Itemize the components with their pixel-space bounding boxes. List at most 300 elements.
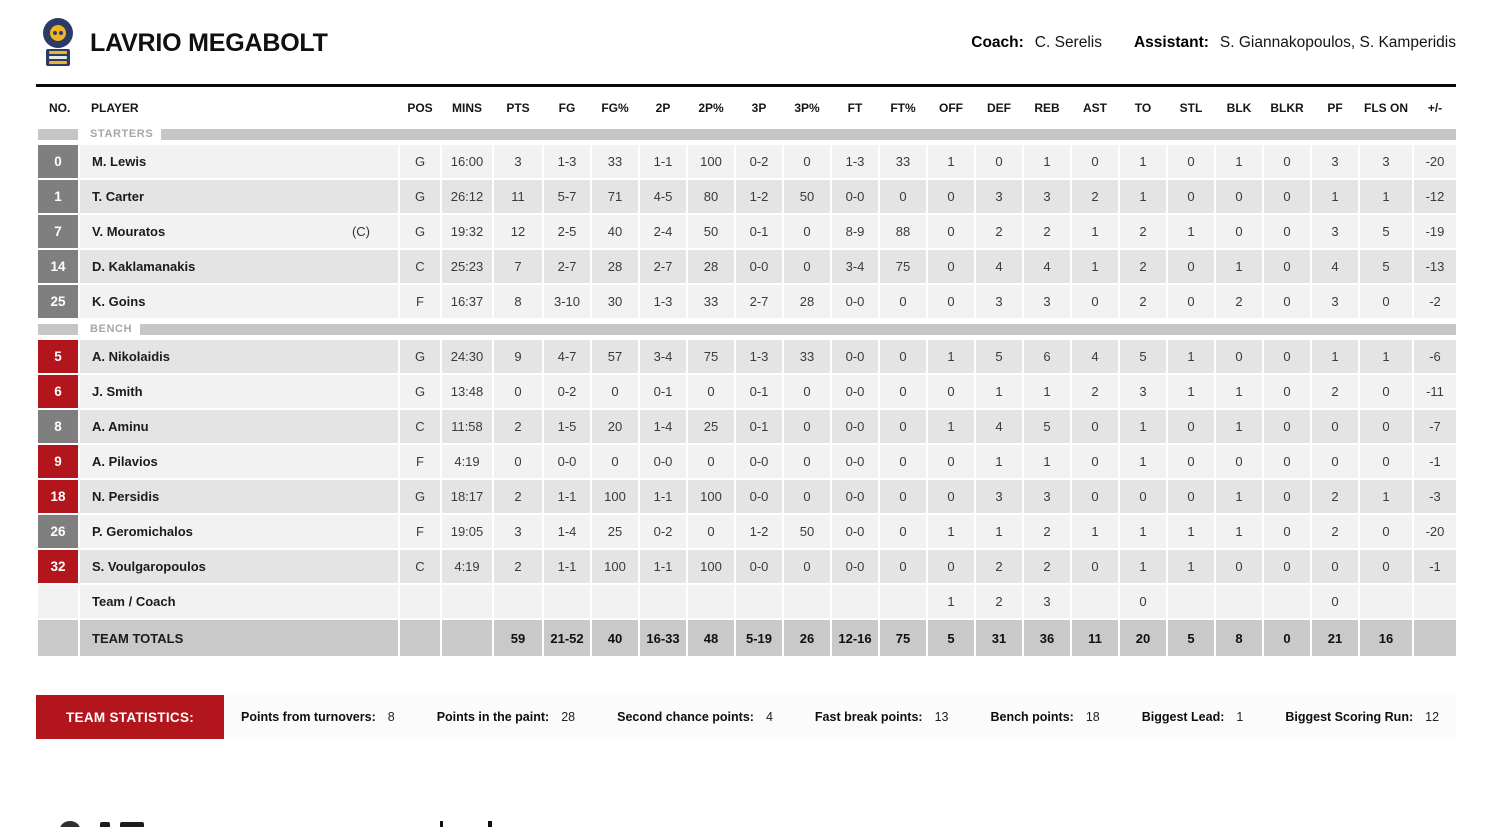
stat-cell-pf: 3 [1312, 285, 1358, 318]
stat-cell-to: 1 [1120, 515, 1166, 548]
stat-cell-ft: 0-0 [832, 285, 878, 318]
stat-cell-reb: 36 [1024, 620, 1070, 656]
stat-cell-pts: 7 [494, 250, 542, 283]
player-name: A. Pilavios [92, 454, 158, 469]
stat-cell-fg: 21-52 [544, 620, 590, 656]
stat-cell-off: 1 [928, 145, 974, 178]
stat-cell-p2p: 100 [688, 145, 734, 178]
stat-cell-reb: 6 [1024, 340, 1070, 373]
stat-cell-pts [494, 585, 542, 618]
clipped-text-fragment [488, 821, 492, 827]
stat-cell-flson: 3 [1360, 145, 1412, 178]
stat-cell-pf: 3 [1312, 145, 1358, 178]
player-number-badge: 32 [38, 550, 78, 583]
clipped-text-fragment [100, 822, 110, 827]
stat-cell-p3p: 0 [784, 480, 830, 513]
stat-cell-fgp: 33 [592, 145, 638, 178]
team-header [36, 0, 1456, 84]
stat-cell-fg [544, 585, 590, 618]
stat-cell-pf: 0 [1312, 550, 1358, 583]
stat-cell-p3p: 0 [784, 250, 830, 283]
stat-cell-def: 2 [976, 550, 1022, 583]
player-row [38, 180, 1456, 213]
col-header-stl: STL [1179, 101, 1203, 115]
col-header-pm: +/- [1427, 101, 1443, 115]
stat-cell-ft: 0-0 [832, 180, 878, 213]
stat-cell-ast: 0 [1072, 285, 1118, 318]
section-row-bench [38, 320, 1456, 338]
stat-cell-p3: 1-2 [736, 515, 782, 548]
stat-cell-off: 0 [928, 250, 974, 283]
stat-cell-blkr: 0 [1264, 480, 1310, 513]
stat-cell-fg: 5-7 [544, 180, 590, 213]
stat-cell-def: 5 [976, 340, 1022, 373]
stat-cell-pf: 2 [1312, 480, 1358, 513]
stat-cell-to: 1 [1120, 445, 1166, 478]
player-number-cell [38, 340, 78, 373]
stat-cell-ft: 0-0 [832, 480, 878, 513]
stat-cell-ft: 3-4 [832, 250, 878, 283]
stat-cell-p2p: 25 [688, 410, 734, 443]
stat-cell-ft: 0-0 [832, 340, 878, 373]
team-stat-label: Second chance points: [617, 710, 754, 724]
section-row-starters [38, 125, 1456, 143]
player-name-cell [80, 515, 398, 548]
stat-cell-def: 4 [976, 410, 1022, 443]
stat-cell-mins: 18:17 [442, 480, 492, 513]
stat-cell-flson: 1 [1360, 180, 1412, 213]
stat-cell-pts: 3 [494, 145, 542, 178]
stat-cell-pos: F [400, 515, 440, 548]
stat-cell-p2p: 0 [688, 375, 734, 408]
stat-cell-p2: 1-1 [640, 145, 686, 178]
player-row [38, 480, 1456, 513]
team-stat-item [1142, 710, 1244, 724]
stat-cell-reb: 3 [1024, 180, 1070, 213]
stat-cell-to: 20 [1120, 620, 1166, 656]
section-label: STARTERS [90, 128, 154, 140]
player-number-cell [38, 215, 78, 248]
stat-cell-mins: 24:30 [442, 340, 492, 373]
stat-cell-stl: 1 [1168, 550, 1214, 583]
stat-cell-blkr: 0 [1264, 340, 1310, 373]
stat-cell-blk: 1 [1216, 515, 1262, 548]
stat-cell-stl: 1 [1168, 515, 1214, 548]
stat-cell-fgp: 57 [592, 340, 638, 373]
player-name: A. Aminu [92, 419, 149, 434]
stat-cell-pts: 0 [494, 375, 542, 408]
stat-cell-to: 1 [1120, 145, 1166, 178]
player-row [38, 215, 1456, 248]
player-name: D. Kaklamanakis [92, 259, 196, 274]
stat-cell-mins [442, 620, 492, 656]
team-stat-value: 28 [561, 710, 576, 724]
stat-cell-off: 1 [928, 515, 974, 548]
stat-cell-fgp: 100 [592, 480, 638, 513]
player-number-cell [38, 285, 78, 318]
stat-cell-off: 0 [928, 550, 974, 583]
stat-cell-reb: 2 [1024, 215, 1070, 248]
stat-cell-blk: 1 [1216, 250, 1262, 283]
stat-cell-ast: 2 [1072, 375, 1118, 408]
stat-cell-pts: 2 [494, 410, 542, 443]
stat-cell-ftp: 0 [880, 550, 926, 583]
stat-cell-ft: 0-0 [832, 410, 878, 443]
col-header-pos: POS [407, 101, 433, 115]
player-row [38, 410, 1456, 443]
col-header-p3p: 3P% [794, 101, 820, 115]
player-number-cell [38, 515, 78, 548]
stat-cell-flson [1360, 585, 1412, 618]
team-stat-item [815, 710, 949, 724]
stat-cell-pm: -2 [1414, 285, 1456, 318]
player-number-badge: 8 [38, 410, 78, 443]
stat-cell-pm: -1 [1414, 445, 1456, 478]
column-header-row [38, 93, 1456, 123]
stat-cell-stl: 0 [1168, 250, 1214, 283]
stat-cell-off: 1 [928, 585, 974, 618]
team-stat-label: Bench points: [990, 710, 1074, 724]
stat-cell-to: 2 [1120, 285, 1166, 318]
stat-cell-pts: 2 [494, 550, 542, 583]
team-stat-item [437, 710, 575, 724]
row-label: Team / Coach [92, 594, 176, 609]
stat-cell-ftp: 0 [880, 285, 926, 318]
stat-cell-pf: 21 [1312, 620, 1358, 656]
box-score-page [36, 0, 1456, 739]
stat-cell-ftp: 0 [880, 480, 926, 513]
stat-cell-ft: 0-0 [832, 550, 878, 583]
player-name-cell [80, 585, 398, 618]
stat-cell-reb: 2 [1024, 515, 1070, 548]
stat-cell-pos: G [400, 375, 440, 408]
col-header-to: TO [1134, 101, 1152, 115]
stat-cell-fg: 2-7 [544, 250, 590, 283]
stat-cell-blkr: 0 [1264, 180, 1310, 213]
stat-cell-blk: 0 [1216, 215, 1262, 248]
stat-cell-ast: 2 [1072, 180, 1118, 213]
stat-cell-blk: 0 [1216, 340, 1262, 373]
team-statistics-band [36, 695, 1456, 739]
stat-cell-pts: 9 [494, 340, 542, 373]
stat-cell-mins: 4:19 [442, 445, 492, 478]
stat-cell-ast: 0 [1072, 480, 1118, 513]
stat-cell-off: 0 [928, 480, 974, 513]
stat-cell-blkr: 0 [1264, 550, 1310, 583]
team-stat-label: Points from turnovers: [241, 710, 376, 724]
stat-cell-blkr [1264, 585, 1310, 618]
stat-cell-pos: G [400, 180, 440, 213]
player-name-cell [80, 145, 398, 178]
stat-cell-to: 3 [1120, 375, 1166, 408]
stat-cell-p3p: 26 [784, 620, 830, 656]
stat-cell-p2p: 50 [688, 215, 734, 248]
player-number-cell [38, 375, 78, 408]
stat-cell-pos: F [400, 445, 440, 478]
coach-block [971, 34, 1456, 52]
player-name: P. Geromichalos [92, 524, 193, 539]
stat-cell-p3: 0-0 [736, 480, 782, 513]
stat-cell-blkr: 0 [1264, 285, 1310, 318]
stat-cell-pm: -20 [1414, 145, 1456, 178]
team-stat-label: Biggest Lead: [1141, 710, 1225, 724]
stat-cell-ast: 0 [1072, 410, 1118, 443]
col-header-mins: MINS [452, 101, 482, 115]
player-name-cell [80, 480, 398, 513]
stat-cell-blk: 0 [1216, 550, 1262, 583]
stat-cell-flson: 0 [1360, 285, 1412, 318]
col-header-blk: BLK [1226, 101, 1252, 115]
stat-cell-pos: F [400, 285, 440, 318]
stat-cell-blkr: 0 [1264, 375, 1310, 408]
stat-cell-ast: 1 [1072, 215, 1118, 248]
team-statistics-items [224, 710, 1456, 724]
team-stat-item [241, 710, 395, 724]
stat-cell-reb: 3 [1024, 480, 1070, 513]
stat-cell-p2: 1-1 [640, 550, 686, 583]
stat-cell-p3: 0-0 [736, 550, 782, 583]
player-number-badge: 25 [38, 285, 78, 318]
section-right-bar [161, 129, 1456, 140]
player-number-cell [38, 585, 78, 618]
stat-cell-p2: 3-4 [640, 340, 686, 373]
stat-cell-reb: 4 [1024, 250, 1070, 283]
stat-cell-p2: 0-0 [640, 445, 686, 478]
player-number-cell [38, 620, 78, 656]
section-left-bar [38, 320, 78, 338]
stat-cell-stl: 0 [1168, 285, 1214, 318]
stat-cell-reb: 3 [1024, 285, 1070, 318]
stat-cell-fg: 1-1 [544, 480, 590, 513]
stat-cell-pos: G [400, 215, 440, 248]
stat-cell-p2: 2-4 [640, 215, 686, 248]
team-stat-label: Fast break points: [814, 710, 923, 724]
assistant-names: S. Giannakopoulos, S. Kamperidis [1219, 34, 1456, 51]
stat-cell-pf: 1 [1312, 340, 1358, 373]
stat-cell-p3: 0-0 [736, 250, 782, 283]
player-name-cell [80, 215, 398, 248]
player-row [38, 375, 1456, 408]
stat-cell-mins: 4:19 [442, 550, 492, 583]
stat-cell-flson: 5 [1360, 215, 1412, 248]
stat-cell-ast: 4 [1072, 340, 1118, 373]
stat-cell-stl: 1 [1168, 375, 1214, 408]
stat-cell-mins: 19:05 [442, 515, 492, 548]
col-header-fg: FG [558, 101, 576, 115]
stat-cell-p2: 1-3 [640, 285, 686, 318]
stat-cell-fgp: 71 [592, 180, 638, 213]
player-number-badge: 26 [38, 515, 78, 548]
stat-cell-mins [442, 585, 492, 618]
stat-cell-to: 0 [1120, 480, 1166, 513]
stat-cell-mins: 16:00 [442, 145, 492, 178]
stat-cell-reb: 1 [1024, 145, 1070, 178]
stat-cell-to: 2 [1120, 215, 1166, 248]
stat-cell-fg: 1-4 [544, 515, 590, 548]
player-row [38, 250, 1456, 283]
team-stat-item [617, 710, 773, 724]
stat-cell-p2: 0-2 [640, 515, 686, 548]
teamcoach-row [38, 585, 1456, 618]
stat-cell-off: 0 [928, 445, 974, 478]
stat-cell-fg: 1-1 [544, 550, 590, 583]
stat-cell-stl: 1 [1168, 215, 1214, 248]
stat-cell-def: 3 [976, 480, 1022, 513]
clipped-text-fragment [440, 821, 443, 827]
stat-cell-ast: 0 [1072, 550, 1118, 583]
player-name: J. Smith [92, 384, 143, 399]
stat-cell-fgp: 40 [592, 215, 638, 248]
stat-cell-fg: 2-5 [544, 215, 590, 248]
section-left-bar [38, 125, 78, 143]
stat-cell-to: 1 [1120, 410, 1166, 443]
stat-cell-fg: 3-10 [544, 285, 590, 318]
stat-cell-ft [832, 585, 878, 618]
stat-cell-pm: -12 [1414, 180, 1456, 213]
stat-cell-ast: 1 [1072, 515, 1118, 548]
stat-cell-p3: 0-2 [736, 145, 782, 178]
stat-cell-p3p: 0 [784, 410, 830, 443]
stat-cell-off: 0 [928, 215, 974, 248]
stat-cell-p2p: 33 [688, 285, 734, 318]
stat-cell-flson: 0 [1360, 410, 1412, 443]
stat-cell-off: 0 [928, 180, 974, 213]
stat-cell-p3p: 0 [784, 375, 830, 408]
section-label: BENCH [90, 323, 133, 335]
stat-cell-fgp: 30 [592, 285, 638, 318]
stat-cell-p2 [640, 585, 686, 618]
player-name-cell [80, 285, 398, 318]
stat-cell-ftp: 0 [880, 410, 926, 443]
stat-cell-pts: 8 [494, 285, 542, 318]
stat-cell-blk: 8 [1216, 620, 1262, 656]
stat-cell-p2p: 48 [688, 620, 734, 656]
stat-cell-reb: 1 [1024, 445, 1070, 478]
col-header-flson: FLS ON [1364, 101, 1408, 115]
stat-cell-mins: 26:12 [442, 180, 492, 213]
stat-cell-def: 1 [976, 375, 1022, 408]
stat-cell-stl: 0 [1168, 410, 1214, 443]
stat-cell-pm: -13 [1414, 250, 1456, 283]
player-name: S. Voulgaropoulos [92, 559, 206, 574]
col-header-p2: 2P [655, 101, 671, 115]
stat-cell-ft: 0-0 [832, 375, 878, 408]
stat-cell-off: 1 [928, 340, 974, 373]
player-row [38, 145, 1456, 178]
stat-cell-to: 1 [1120, 180, 1166, 213]
stat-cell-p2p: 0 [688, 445, 734, 478]
stat-cell-ft: 1-3 [832, 145, 878, 178]
assistant-label: Assistant: [1133, 34, 1209, 51]
stat-cell-flson: 0 [1360, 375, 1412, 408]
stat-cell-pm: -6 [1414, 340, 1456, 373]
stat-cell-pos: C [400, 550, 440, 583]
stat-cell-pos: G [400, 480, 440, 513]
stat-cell-pf: 1 [1312, 180, 1358, 213]
player-name-cell [80, 445, 398, 478]
team-stat-item [990, 710, 1099, 724]
stat-cell-off: 5 [928, 620, 974, 656]
player-number-badge: 0 [38, 145, 78, 178]
stat-cell-pf: 2 [1312, 515, 1358, 548]
stat-cell-p2p: 75 [688, 340, 734, 373]
stat-cell-blkr: 0 [1264, 620, 1310, 656]
stat-cell-p2: 0-1 [640, 375, 686, 408]
player-number-badge: 18 [38, 480, 78, 513]
stat-cell-p2p [688, 585, 734, 618]
player-number-badge: 7 [38, 215, 78, 248]
stat-cell-p3: 0-1 [736, 375, 782, 408]
player-name: T. Carter [92, 189, 145, 204]
stat-cell-p3p [784, 585, 830, 618]
stat-cell-pos: C [400, 250, 440, 283]
player-number-badge: 14 [38, 250, 78, 283]
stat-cell-p2: 1-4 [640, 410, 686, 443]
stat-cell-to: 2 [1120, 250, 1166, 283]
stat-cell-pts: 0 [494, 445, 542, 478]
stat-cell-pos: G [400, 340, 440, 373]
stat-cell-ftp: 33 [880, 145, 926, 178]
stat-cell-blkr: 0 [1264, 250, 1310, 283]
stat-cell-blk: 0 [1216, 180, 1262, 213]
team-stat-value: 4 [765, 710, 773, 724]
stat-cell-pts: 12 [494, 215, 542, 248]
stat-cell-def: 2 [976, 215, 1022, 248]
stat-cell-blk: 1 [1216, 375, 1262, 408]
coach-label: Coach: [971, 34, 1024, 51]
stat-cell-fg: 1-3 [544, 145, 590, 178]
stat-cell-def: 0 [976, 145, 1022, 178]
stat-cell-p3: 0-1 [736, 410, 782, 443]
player-number-cell [38, 410, 78, 443]
stat-cell-flson: 16 [1360, 620, 1412, 656]
stat-cell-p3: 2-7 [736, 285, 782, 318]
player-name-cell [80, 620, 398, 656]
col-header-pf: PF [1327, 101, 1343, 115]
stat-cell-ftp: 0 [880, 445, 926, 478]
stat-cell-pf: 0 [1312, 445, 1358, 478]
stat-cell-fgp: 0 [592, 375, 638, 408]
player-name-cell [80, 550, 398, 583]
stat-cell-ft: 0-0 [832, 445, 878, 478]
stat-cell-ftp: 88 [880, 215, 926, 248]
stat-cell-pm: -3 [1414, 480, 1456, 513]
team-statistics-title: TEAM STATISTICS: [36, 695, 224, 739]
player-number-cell [38, 180, 78, 213]
logo-ball-icon [43, 18, 73, 48]
stat-cell-fgp [592, 585, 638, 618]
stat-cell-def: 3 [976, 180, 1022, 213]
stat-cell-blkr: 0 [1264, 145, 1310, 178]
stat-cell-p3 [736, 585, 782, 618]
stat-cell-stl: 5 [1168, 620, 1214, 656]
stat-cell-ftp: 0 [880, 515, 926, 548]
stat-cell-def: 4 [976, 250, 1022, 283]
stat-cell-ft: 12-16 [832, 620, 878, 656]
stat-cell-p2: 1-1 [640, 480, 686, 513]
stat-cell-mins: 25:23 [442, 250, 492, 283]
stat-cell-pm: -1 [1414, 550, 1456, 583]
stat-cell-flson: 0 [1360, 445, 1412, 478]
stat-cell-p2: 4-5 [640, 180, 686, 213]
stat-cell-fgp: 28 [592, 250, 638, 283]
stat-cell-ft: 0-0 [832, 515, 878, 548]
stat-cell-stl [1168, 585, 1214, 618]
col-header-no: NO. [49, 101, 71, 115]
stat-cell-flson: 1 [1360, 480, 1412, 513]
row-label: TEAM TOTALS [92, 630, 184, 646]
player-number-badge: 9 [38, 445, 78, 478]
